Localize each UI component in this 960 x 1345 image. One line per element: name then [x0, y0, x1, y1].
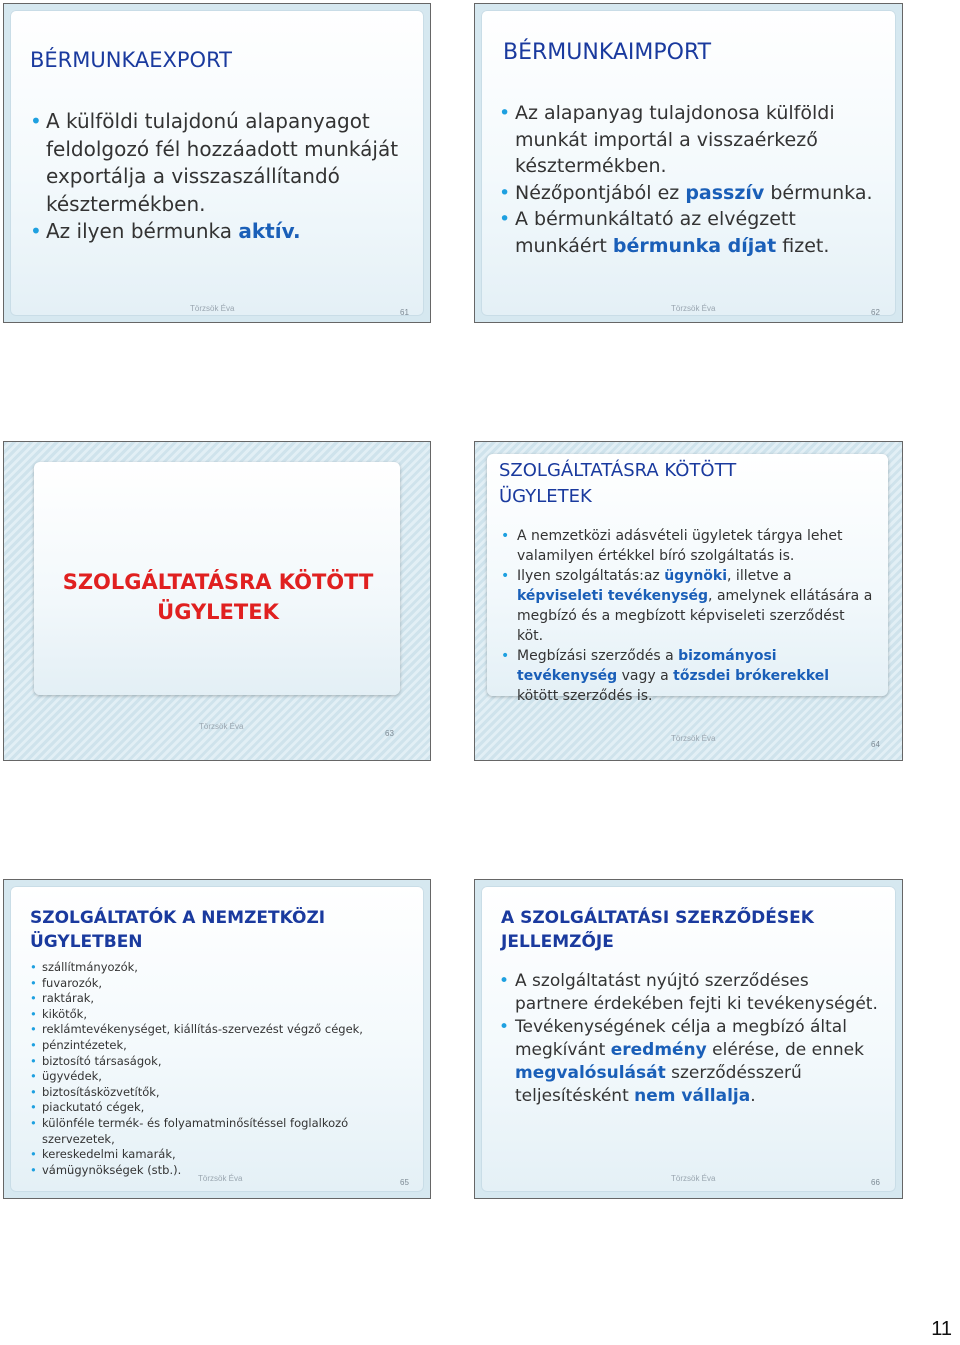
bullet-icon: • [30, 1084, 37, 1099]
bullet-icon: • [30, 1053, 37, 1068]
list-item: • Az alapanyag tulajdonosa külföldi munkát importál a visszaérkező késztermékben. [499, 102, 835, 177]
slide-number: 64 [871, 740, 880, 749]
bullet-icon: • [30, 1115, 37, 1130]
bullet-icon: • [30, 1022, 37, 1037]
list-item: • kereskedelmi kamarák, [30, 1147, 176, 1162]
slide-title: BÉRMUNKAIMPORT [503, 40, 712, 65]
author-footer: Törzsök Éva [671, 734, 716, 743]
slide-number: 65 [400, 1178, 409, 1187]
slide-65 [3, 879, 431, 1199]
bullet-icon: • [499, 971, 510, 991]
list-item: • pénzintézetek, [30, 1037, 127, 1052]
bullet-icon: • [30, 975, 37, 990]
slide-66 [474, 879, 903, 1199]
bullet-icon: • [30, 960, 37, 974]
slide-63 [3, 441, 431, 761]
slide-title: BÉRMUNKAEXPORT [30, 48, 232, 72]
bullet-list [30, 108, 400, 246]
list-item: • A nemzetközi adásvételi ügyletek tárgya lehet valamilyen értékkel bíró szolgáltatás is. [501, 528, 843, 564]
bullet-icon: • [30, 991, 37, 1006]
slide-62 [474, 3, 903, 323]
list-item: • kikötők, [30, 1006, 88, 1021]
list-item: • Ilyen szolgáltatás:az ügynöki, illetve a képviseleti tevékenység, amelynek ellátására a megbízó és a megbízott képviseleti szerződést köt. [501, 568, 873, 644]
bullet-icon: • [499, 102, 511, 124]
bullet-icon: • [30, 1069, 37, 1084]
bullet-icon: • [30, 1006, 37, 1021]
bullet-list [30, 960, 410, 1178]
slide-title: SZOLGÁLTATÁSRA KÖTÖTT ÜGYLETEK [62, 570, 374, 624]
slide-64 [474, 441, 903, 761]
bullet-list [499, 100, 889, 259]
list-item: • vámügynökségek (stb.). [30, 1162, 182, 1177]
bullet-icon: • [30, 1147, 37, 1162]
bullet-icon: • [30, 109, 42, 133]
slide-title: SZOLGÁLTATÓK A NEMZETKÖZI ÜGYLETBEN [30, 908, 326, 952]
slide-title: SZOLGÁLTATÁSRA KÖTÖTT ÜGYLETEK [499, 460, 737, 507]
list-item: • Az ilyen bérmunka aktív. [30, 218, 400, 246]
list-item: • A bérmunkáltató az elvégzett munkáért bérmunka díjat fizet. [499, 208, 830, 257]
list-item: • reklámtevékenységet, kiállítás-szervezést végző cégek, [30, 1022, 363, 1037]
bullet-icon: • [499, 181, 511, 204]
slide-number: 66 [871, 1178, 880, 1187]
list-item: • különféle termék- és folyamatminősítéssel foglalkozó szervezetek, [30, 1115, 349, 1146]
slide-title: A SZOLGÁLTATÁSI SZERZŐDÉSEK JELLEMZŐJE [501, 908, 814, 952]
bullet-icon: • [501, 648, 510, 664]
list-item: • biztosításközvetítők, [30, 1084, 160, 1099]
author-footer: Törzsök Éva [198, 1174, 243, 1183]
list-item: • ügyvédek, [30, 1069, 102, 1084]
list-item: • biztosító társaságok, [30, 1053, 162, 1068]
list-item: • piackutató cégek, [30, 1100, 145, 1115]
author-footer: Törzsök Éva [671, 304, 716, 313]
list-item: • A külföldi tulajdonú alapanyagot feldolgozó fél hozzáadott munkáját exportálja a visszaszállítandó késztermékben. [30, 109, 399, 216]
slide-number: 63 [385, 729, 394, 738]
bullet-list [499, 970, 887, 1108]
slide-number: 62 [871, 308, 880, 317]
bullet-icon: • [30, 1162, 37, 1177]
page-number: 11 [931, 1318, 952, 1340]
slide-61 [3, 3, 431, 323]
bullet-icon: • [499, 1017, 510, 1037]
bullet-icon: • [499, 208, 511, 230]
bullet-icon: • [30, 1037, 37, 1052]
list-item: • fuvarozók, [30, 975, 103, 990]
bullet-icon: • [501, 528, 510, 544]
list-item: • A szolgáltatást nyújtó szerződéses partnere érdekében fejti ki tevékenységét. [499, 971, 878, 1014]
bullet-list [501, 526, 873, 706]
slide-number: 61 [400, 308, 409, 317]
list-item: • raktárak, [30, 991, 95, 1006]
bullet-icon: • [30, 1100, 37, 1115]
author-footer: Törzsök Éva [671, 1174, 716, 1183]
list-item: • szállítmányozók, [30, 960, 138, 974]
list-item: • Nézőpontjából ez passzív bérmunka. [499, 180, 889, 207]
list-item: • Tevékenységének célja a megbízó által megkívánt eredmény elérése, de ennek megvalósulását szerződésszerű teljesítésként nem vállalja. [499, 1017, 864, 1106]
bullet-icon: • [501, 568, 510, 584]
author-footer: Törzsök Éva [199, 722, 244, 731]
list-item: • Megbízási szerződés a bizományosi tevékenység vagy a tőzsdei brókerekkel kötött szerződés is. [501, 648, 830, 704]
bullet-icon: • [30, 219, 42, 243]
author-footer: Törzsök Éva [190, 304, 235, 313]
